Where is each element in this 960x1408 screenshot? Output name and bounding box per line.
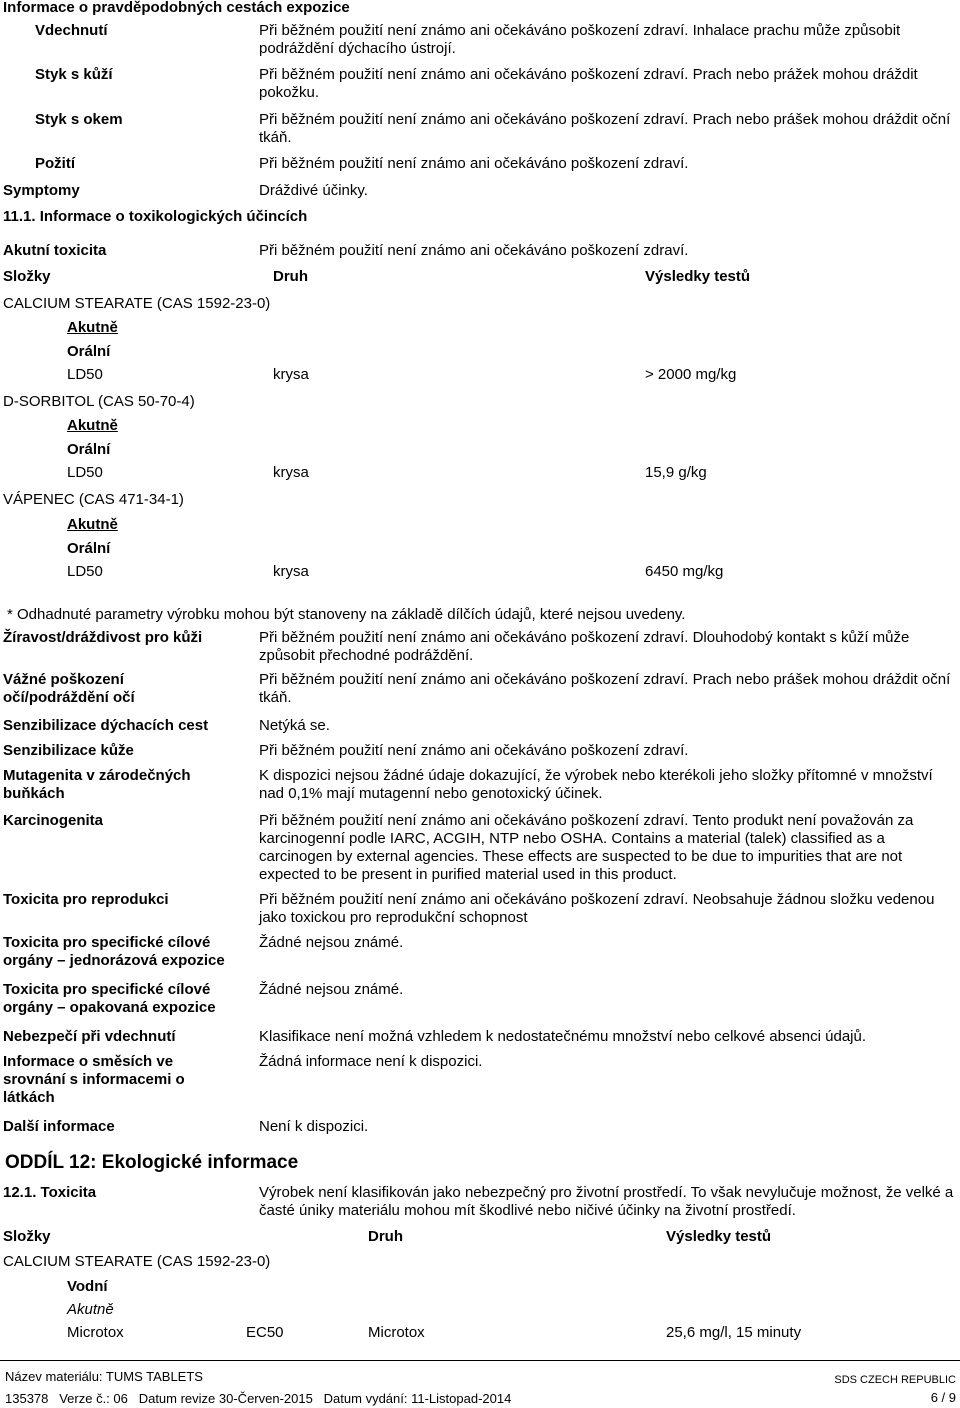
text-mutagenicity: K dispozici nejsou žádné údaje dokazující, že výrobek nebo kterékoli jeho složky přítomné v množství nad 0,1% mají mutagenní nebo genotoxický účinek. [259,767,933,802]
text-mixture-info: Žádná informace není k dispozici. [259,1053,483,1070]
footer-sds-region: SDS CZECH REPUBLIC [834,1374,956,1386]
tox-result: 6450 mg/kg [645,563,724,580]
label-12-1-toxicity: 12.1. Toxicita [3,1184,97,1201]
label-inhalation: Vdechnutí [35,22,108,39]
section-heading-11-1: 11.1. Informace o toxikologických účincích [3,208,308,225]
label-skin-sensitisation: Senzibilizace kůže [3,742,134,759]
text-stot-single: Žádné nejsou známé. [259,934,404,951]
text-other-info: Není k dispozici. [259,1118,369,1135]
eco-result: 25,6 mg/l, 15 minuty [666,1324,802,1341]
tox-result: 15,9 g/kg [645,464,707,481]
label-stot-single: Toxicita pro specifické cílové orgány – jednorázová expozice [3,934,225,969]
tox-result: > 2000 mg/kg [645,366,737,383]
text-skin-corrosion: Při běžném použití není známo ani očekáváno poškození zdraví. Dlouhodobý kontakt s kůží může způsobit přechodné podráždění. [259,629,910,664]
eco-species: Microtox [368,1324,425,1341]
label-mixture-info: Informace o směsích ve srovnání s informacemi o látkách [3,1053,185,1106]
text-symptoms: Dráždivé účinky. [259,182,368,199]
text-respiratory-sensitisation: Netýká se. [259,717,330,734]
tox-route: Orální [67,540,111,557]
label-stot-repeated: Toxicita pro specifické cílové orgány – opakovaná expozice [3,981,216,1016]
eco-medium: Vodní [67,1278,108,1295]
tox-component: VÁPENEC (CAS 471-34-1) [3,491,184,508]
tox-duration: Akutně [67,516,118,533]
text-skin-sensitisation: Při běžném použití není známo ani očekáváno poškození zdraví. [259,742,689,759]
label-carcinogenicity: Karcinogenita [3,812,104,829]
section-title-12: ODDÍL 12: Ekologické informace [5,1152,299,1173]
text-skin-contact: Při běžném použití není známo ani očekáváno poškození zdraví. Prach nebo prážek mohou dráždit pokožku. [259,66,918,101]
tox-component: CALCIUM STEARATE (CAS 1592-23-0) [3,295,271,312]
tox-test: LD50 [67,563,103,580]
tox-species: krysa [273,366,309,383]
tox-route: Orální [67,343,111,360]
eco-duration: Akutně [67,1301,114,1318]
label-mutagenicity: Mutagenita v zárodečných buňkách [3,767,191,802]
page-number: 6 / 9 [930,1390,956,1405]
tox-species: krysa [273,563,309,580]
text-eye-damage: Při běžném použití není známo ani očekáváno poškození zdraví. Prach nebo prášek mohou dráždit oční tkáň. [259,671,951,706]
label-ingestion: Požití [35,155,75,172]
text-inhalation: Při běžném použití není známo ani očekáváno poškození zdraví. Inhalace prachu může způsobit podráždění dýchacího ústrojí. [259,22,901,57]
label-other-info: Další informace [3,1118,115,1135]
footnote: * Odhadnuté parametry výrobku mohou být stanoveny na základě dílčích údajů, které nejsou uvedeny. [7,606,686,623]
text-12-1-toxicity: Výrobek není klasifikován jako nebezpečný pro životní prostředí. To však nevylučuje možnost, že velké a časté úniky materiálu mohou mít škodlivé nebo ničivé účinky na životní prostředí. [259,1184,954,1219]
label-aspiration-hazard: Nebezpečí při vdechnutí [3,1028,176,1045]
footer-material-name: Název materiálu: TUMS TABLETS [5,1369,203,1384]
tox-header-species: Druh [273,268,308,285]
eco-test: EC50 [246,1324,284,1341]
footer-divider [0,1360,960,1361]
tox-test: LD50 [67,464,103,481]
label-reproductive-toxicity: Toxicita pro reprodukci [3,891,169,908]
tox-test: LD50 [67,366,103,383]
label-acute-toxicity: Akutní toxicita [3,242,107,259]
footer-document-meta: 135378 Verze č.: 06 Datum revize 30-Červen-2015 Datum vydání: 11-Listopad-2014 [5,1391,512,1406]
text-aspiration-hazard: Klasifikace není možná vzhledem k nedostatečnému množství nebo celkové absenci údajů. [259,1028,867,1045]
label-eye-damage: Vážné poškození očí/podráždění očí [3,671,135,706]
tox-species: krysa [273,464,309,481]
eco-organism: Microtox [67,1324,124,1341]
text-carcinogenicity: Při běžném použití není známo ani očekáváno poškození zdraví. Tento produkt není považován za karcinogenní podle IARC, ACGIH, NTP nebo OSHA. Contains a material (talek) classified as a carcinogen by external agencies. These effects are suspected to be due to impurities that are not expected to be present in purified material used in this product. [259,812,914,883]
tox-route: Orální [67,441,111,458]
eco-component: CALCIUM STEARATE (CAS 1592-23-0) [3,1253,271,1270]
label-eye-contact: Styk s okem [35,111,123,128]
section-heading-exposure: Informace o pravděpodobných cestách expozice [3,0,350,16]
text-eye-contact: Při běžném použití není známo ani očekáváno poškození zdraví. Prach nebo prášek mohou dráždit oční tkáň. [259,111,951,146]
tox-component: D-SORBITOL (CAS 50-70-4) [3,393,195,410]
tox-duration: Akutně [67,417,118,434]
label-symptoms: Symptomy [3,182,80,199]
label-skin-contact: Styk s kůží [35,66,113,83]
label-skin-corrosion: Žíravost/dráždivost pro kůži [3,629,203,646]
eco-header-component: Složky [3,1228,51,1245]
tox-header-results: Výsledky testů [645,268,751,285]
eco-header-species: Druh [368,1228,403,1245]
text-ingestion: Při běžném použití není známo ani očekáváno poškození zdraví. [259,155,689,172]
text-stot-repeated: Žádné nejsou známé. [259,981,404,998]
text-acute-toxicity: Při běžném použití není známo ani očekáváno poškození zdraví. [259,242,689,259]
tox-duration: Akutně [67,319,118,336]
tox-header-component: Složky [3,268,51,285]
text-reproductive-toxicity: Při běžném použití není známo ani očekáváno poškození zdraví. Neobsahuje žádnou složku vedenou jako toxickou pro reprodukční schopnost [259,891,935,926]
label-respiratory-sensitisation: Senzibilizace dýchacích cest [3,717,209,734]
eco-header-results: Výsledky testů [666,1228,772,1245]
